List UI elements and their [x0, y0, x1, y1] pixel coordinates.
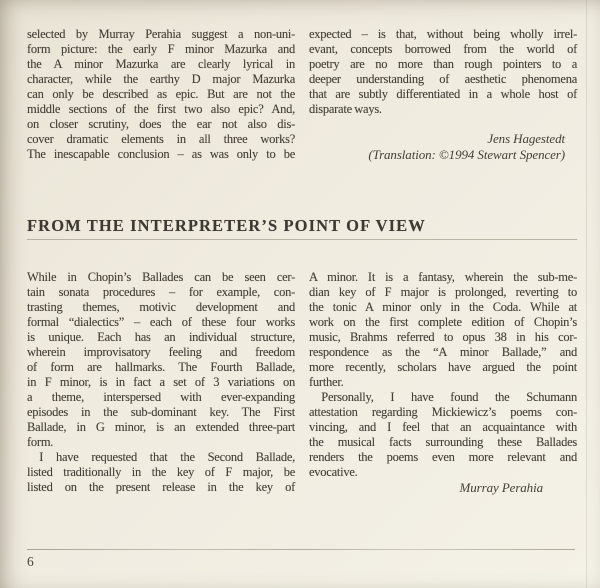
text-line: can only be described as epic. But are not the: [27, 87, 295, 101]
text-line: that are subtly differentiated in a whole host of: [309, 87, 577, 101]
text-line: form.: [27, 435, 54, 449]
text-line: character, while the earthy D major Mazurka: [27, 72, 295, 86]
text-line: episodes in the sub-dominant key. The First: [27, 405, 295, 419]
text-line: poetry are no more than rough pointers to a: [309, 57, 577, 71]
text-line: form picture: the early F minor Mazurka and: [27, 42, 295, 56]
essay-right-text: [309, 27, 577, 117]
booklet-edge-crease: [586, 0, 587, 588]
text-line: selected by Murray Perahia suggest a non-uni-: [27, 27, 295, 41]
text-line: the A minor Mazurka are clearly lyrical in: [27, 57, 295, 71]
note-right-text: [309, 270, 577, 480]
text-line: a theme, interspersed with ever-expanding: [27, 390, 295, 404]
text-line: trasting themes, motivic development and: [27, 300, 295, 314]
text-line: cover dramatic elements in all three works?: [27, 132, 295, 146]
section-heading: FROM THE INTERPRETER’S POINT OF VIEW: [27, 217, 577, 240]
essay-right-column: [309, 27, 577, 162]
text-line: Ballade, in G minor, is an extended three-part: [27, 420, 295, 434]
signature-line: (Translation: ©1994 Stewart Spencer): [368, 146, 565, 162]
text-line: in F minor, is in fact a set of 3 variations on: [27, 375, 295, 389]
text-line: the musical facts surrounding these Ballades: [309, 435, 577, 449]
text-line: further.: [309, 375, 344, 389]
section-interpreters-note: [27, 270, 577, 495]
text-line: listed traditionally in the key of F major, be: [27, 465, 295, 479]
page-number: 6: [27, 554, 34, 569]
text-line: renders the poems even more relevant and: [309, 450, 577, 464]
text-line: evocative.: [309, 465, 358, 479]
text-line: dian key of F major is prolonged, reverting to: [309, 285, 577, 299]
footer-rule: [27, 549, 575, 550]
text-line: music, Brahms referred to opus 38 in his cor-: [309, 330, 577, 344]
text-line: formal “dialectics” – each of these four works: [27, 315, 295, 329]
essay-left-column: [27, 27, 295, 162]
text-line: attestation regarding Mickiewicz’s poems con-: [309, 405, 577, 419]
text-line: The inescapable conclusion – as was only to be: [27, 147, 295, 161]
text-line: of form are hallmarks. The Fourth Ballade,: [27, 360, 295, 374]
text-line: Personally, I have found the Schumann: [309, 390, 577, 404]
text-line: the tonic A minor only in the Coda. While at: [309, 300, 577, 314]
text-line: respondence as the “A minor Ballade,” and: [309, 345, 577, 359]
text-line: listed on the present release in the key of: [27, 480, 295, 494]
text-line: wherein improvisatory feeling and freedom: [27, 345, 295, 359]
text-line: on closer scrutiny, does the ear not also dis-: [27, 117, 295, 131]
text-line: While in Chopin’s Ballades can be seen cer-: [27, 270, 295, 284]
text-line: tain sonata procedures – for example, con-: [27, 285, 295, 299]
text-line: expected – is that, without being wholly irrel-: [309, 27, 577, 41]
text-line: deeper understanding of aesthetic phenomena: [309, 72, 577, 86]
note-left-column: [27, 270, 295, 495]
author-signature-block: [309, 131, 577, 162]
text-line: disparate ways.: [309, 102, 382, 116]
text-line: is unique. Each has an individual structure,: [27, 330, 295, 344]
signature-line: Murray Perahia: [459, 480, 543, 495]
text-line: vincing, and I feel that an acquaintance with: [309, 420, 577, 434]
performer-signature-block: [309, 480, 577, 495]
note-right-column: [309, 270, 577, 495]
text-line: middle sections of the first two also epic? And,: [27, 102, 295, 116]
signature-line: Jens Hagestedt: [487, 131, 565, 146]
text-line: work on the first complete edition of Chopin’s: [309, 315, 577, 329]
text-line: A minor. It is a fantasy, wherein the sub-me-: [309, 270, 577, 284]
text-line: more recently, scholars have argued the point: [309, 360, 577, 374]
text-line: I have requested that the Second Ballade,: [27, 450, 295, 464]
section-essay-conclusion: [27, 27, 577, 162]
text-line: evant, concepts borrowed from the world of: [309, 42, 577, 56]
page-footer: [27, 549, 575, 570]
